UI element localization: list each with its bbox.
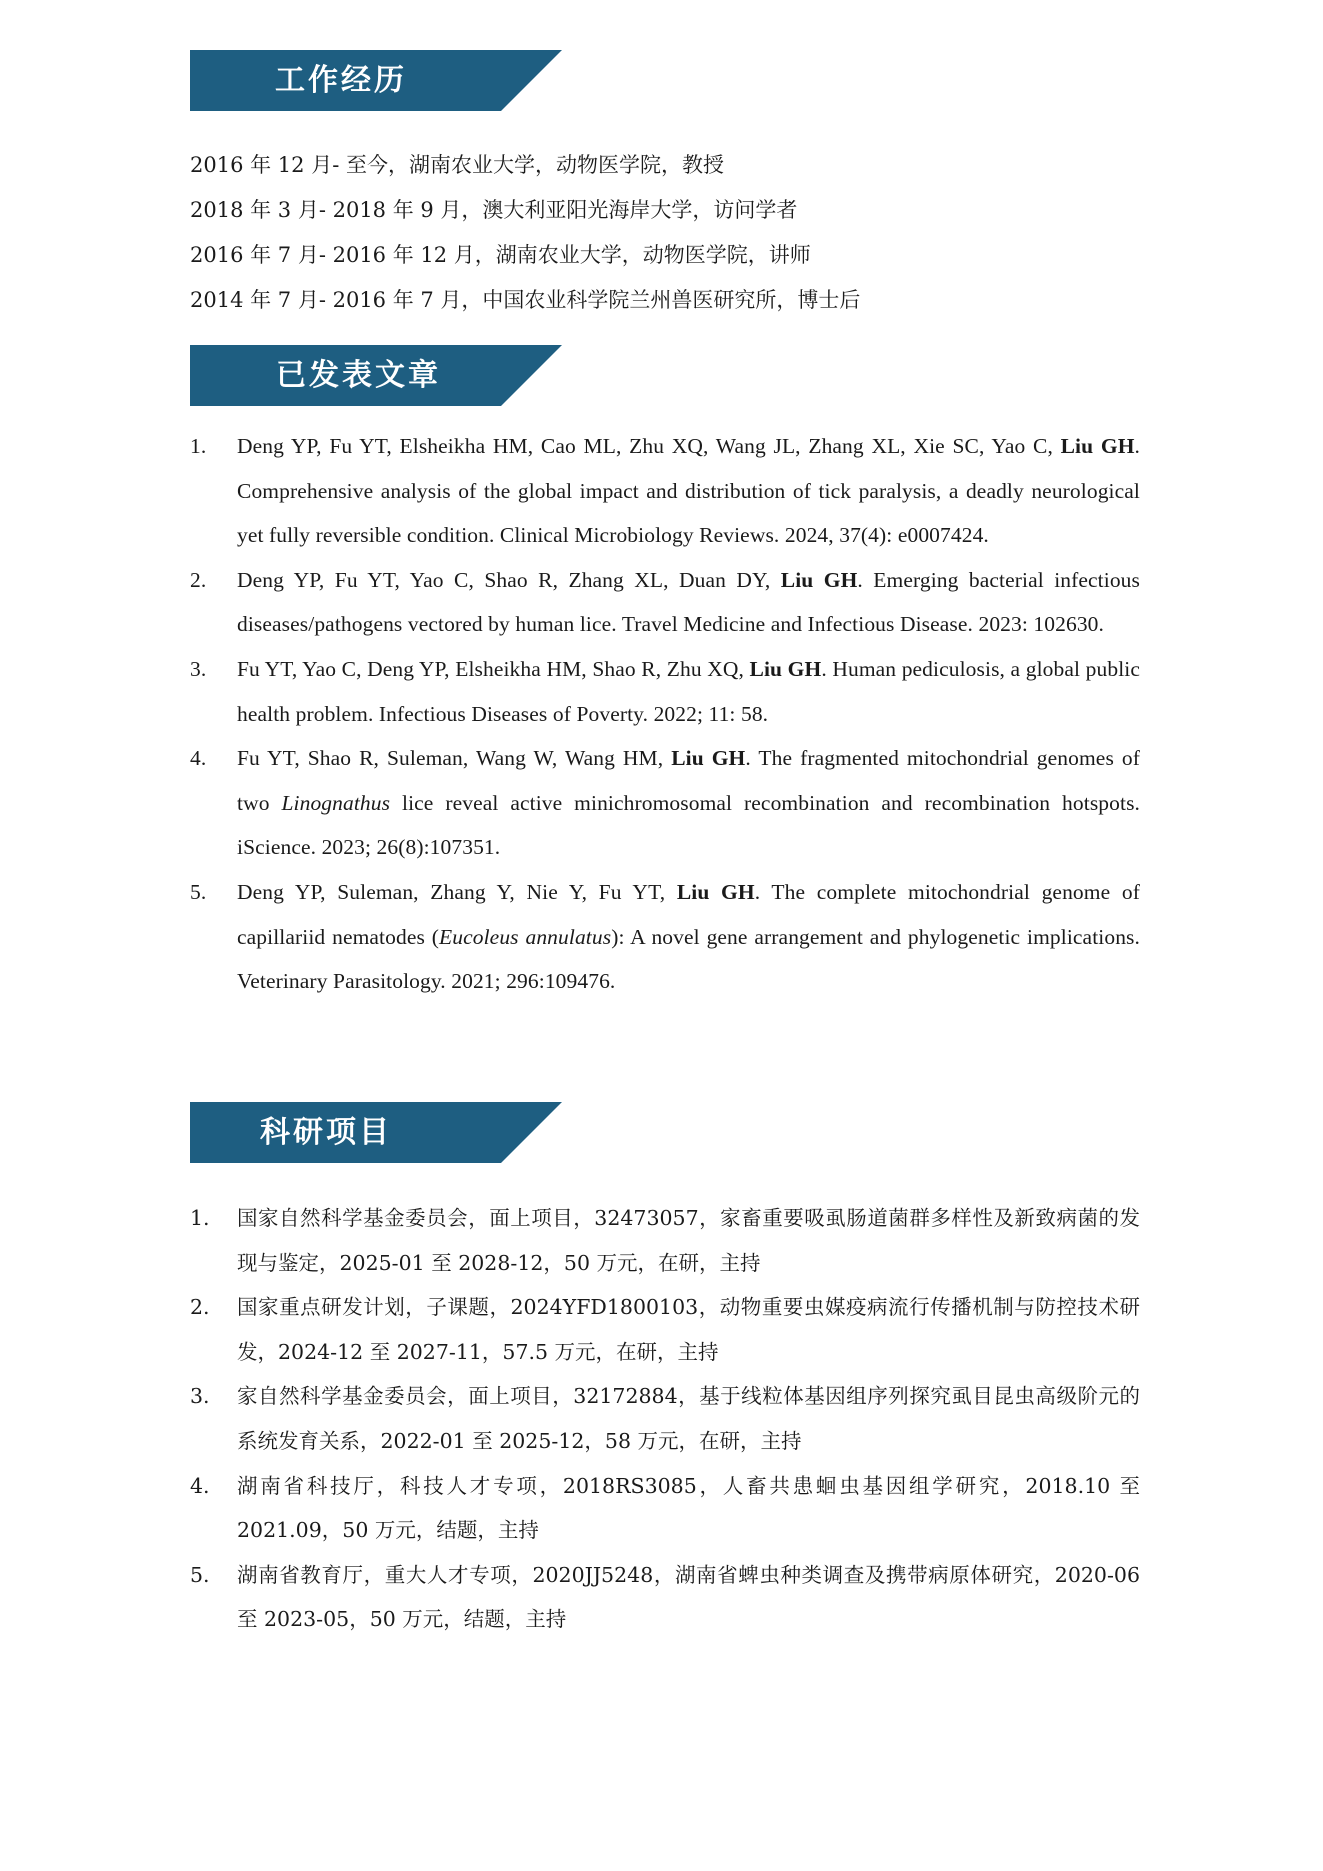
section-title-work: 工作经历 (275, 63, 407, 98)
item-number: 4. (190, 1473, 210, 1498)
pub-citation: . The fragmented mitochondrial genomes of two (237, 746, 1140, 815)
pub-corresponding-author: Liu GH (749, 656, 822, 681)
pub-citation: . Emerging bacterial infectious diseases/pathogens vectored by human lice. Travel Medicine and Infectious Disease. 2023: 102630. (237, 567, 1140, 637)
project-item (190, 1196, 1140, 1285)
pub-authors: Fu YT, Yao C, Deng YP, Elsheikha HM, Shao R, Zhu XQ, (237, 656, 750, 681)
publication-item (190, 647, 1140, 736)
project-item (190, 1464, 1140, 1553)
item-number: 1. (190, 434, 207, 458)
pub-authors: Fu YT, Shao R, Suleman, Wang W, Wang HM, (237, 746, 672, 771)
project-text: 国家自然科学基金委员会，面上项目，32473057，家畜重要吸虱肠道菌群多样性及新致病菌的发现与鉴定，2025-01 至 2028-12，50 万元，在研，主持 (237, 1206, 1140, 1275)
section-title-projects: 科研项目 (260, 1115, 392, 1150)
work-item: 2018 年 3 月- 2018 年 9 月，澳大利亚阳光海岸大学，访问学者 (190, 198, 798, 222)
section-title-publications: 已发表文章 (276, 358, 441, 393)
item-number: 3. (190, 656, 207, 681)
item-number: 3. (190, 1384, 210, 1409)
item-number: 2. (190, 567, 207, 592)
pub-authors: Deng YP, Fu YT, Yao C, Shao R, Zhang XL, Duan DY, (237, 567, 781, 592)
publication-item (190, 870, 1140, 1004)
pub-species-name: Eucoleus annulatus (439, 924, 612, 949)
pub-corresponding-author: Liu GH (676, 879, 755, 904)
project-item (190, 1553, 1140, 1642)
project-text: 湖南省教育厅，重大人才专项，2020JJ5248，湖南省蜱虫种类调查及携带病原体研究，2020-06 至 2023-05，50 万元，结题，主持 (237, 1562, 1140, 1632)
pub-corresponding-author: Liu GH (780, 567, 858, 592)
item-number: 1. (190, 1206, 210, 1230)
pub-authors: Deng YP, Suleman, Zhang Y, Nie Y, Fu YT, (237, 879, 677, 904)
publication-item (190, 424, 1140, 558)
pub-citation: . Comprehensive analysis of the global impact and distribution of tick paralysis, a deadly neurological yet fully reversible condition. Clinical Microbiology Reviews. 2024, 37(4): e0007424. (237, 434, 1140, 548)
publication-list (190, 424, 1140, 1004)
pub-authors: Deng YP, Fu YT, Elsheikha HM, Cao ML, Zhu XQ, Wang JL, Zhang XL, Xie SC, Yao C, (237, 434, 1061, 458)
item-number: 2. (190, 1295, 210, 1320)
section-banner-work (190, 50, 562, 111)
pub-citation: . Human pediculosis, a global public health problem. Infectious Diseases of Poverty. 2022; 11: 58. (237, 656, 1140, 726)
item-number: 5. (190, 879, 207, 904)
pub-corresponding-author: Liu GH (1060, 434, 1135, 458)
pub-species-name: Linognathus (281, 790, 391, 815)
section-banner-projects (190, 1102, 562, 1163)
pub-corresponding-author: Liu GH (671, 746, 746, 771)
work-item: 2016 年 12 月- 至今，湖南农业大学，动物医学院，教授 (190, 153, 724, 177)
project-item (190, 1374, 1140, 1463)
pub-citation: . The complete mitochondrial genome of capillariid nematodes ( (237, 879, 1140, 949)
pub-citation-end: lice reveal active minichromosomal recombination and recombination hotspots. iScience. 2023; 26(8):107351. (237, 790, 1141, 860)
work-item: 2016 年 7 月- 2016 年 12 月，湖南农业大学，动物医学院，讲师 (190, 243, 811, 267)
work-history-list (190, 143, 1150, 323)
project-text: 国家重点研发计划，子课题，2024YFD1800103，动物重要虫媒疫病流行传播机制与防控技术研发，2024-12 至 2027-11，57.5 万元，在研，主持 (237, 1295, 1140, 1364)
project-text: 家自然科学基金委员会，面上项目，32172884，基于线粒体基因组序列探究虱目昆虫高级阶元的系统发育关系，2022-01 至 2025-12，58 万元，在研，主持 (237, 1384, 1140, 1453)
project-text: 湖南省科技厅，科技人才专项，2018RS3085，人畜共患蛔虫基因组学研究，2018.10 至 2021.09，50 万元，结题，主持 (237, 1473, 1140, 1543)
item-number: 5. (190, 1562, 210, 1587)
section-banner-publications (190, 345, 562, 406)
item-number: 4. (190, 746, 207, 771)
project-list (190, 1196, 1140, 1642)
pub-citation-end: ): A novel gene arrangement and phylogenetic implications. Veterinary Parasitology. 2021; 296:109476. (237, 924, 1140, 994)
project-item (190, 1285, 1140, 1374)
publication-item (190, 736, 1140, 870)
publication-item (190, 558, 1140, 647)
work-item: 2014 年 7 月- 2016 年 7 月，中国农业科学院兰州兽医研究所，博士后 (190, 288, 861, 312)
